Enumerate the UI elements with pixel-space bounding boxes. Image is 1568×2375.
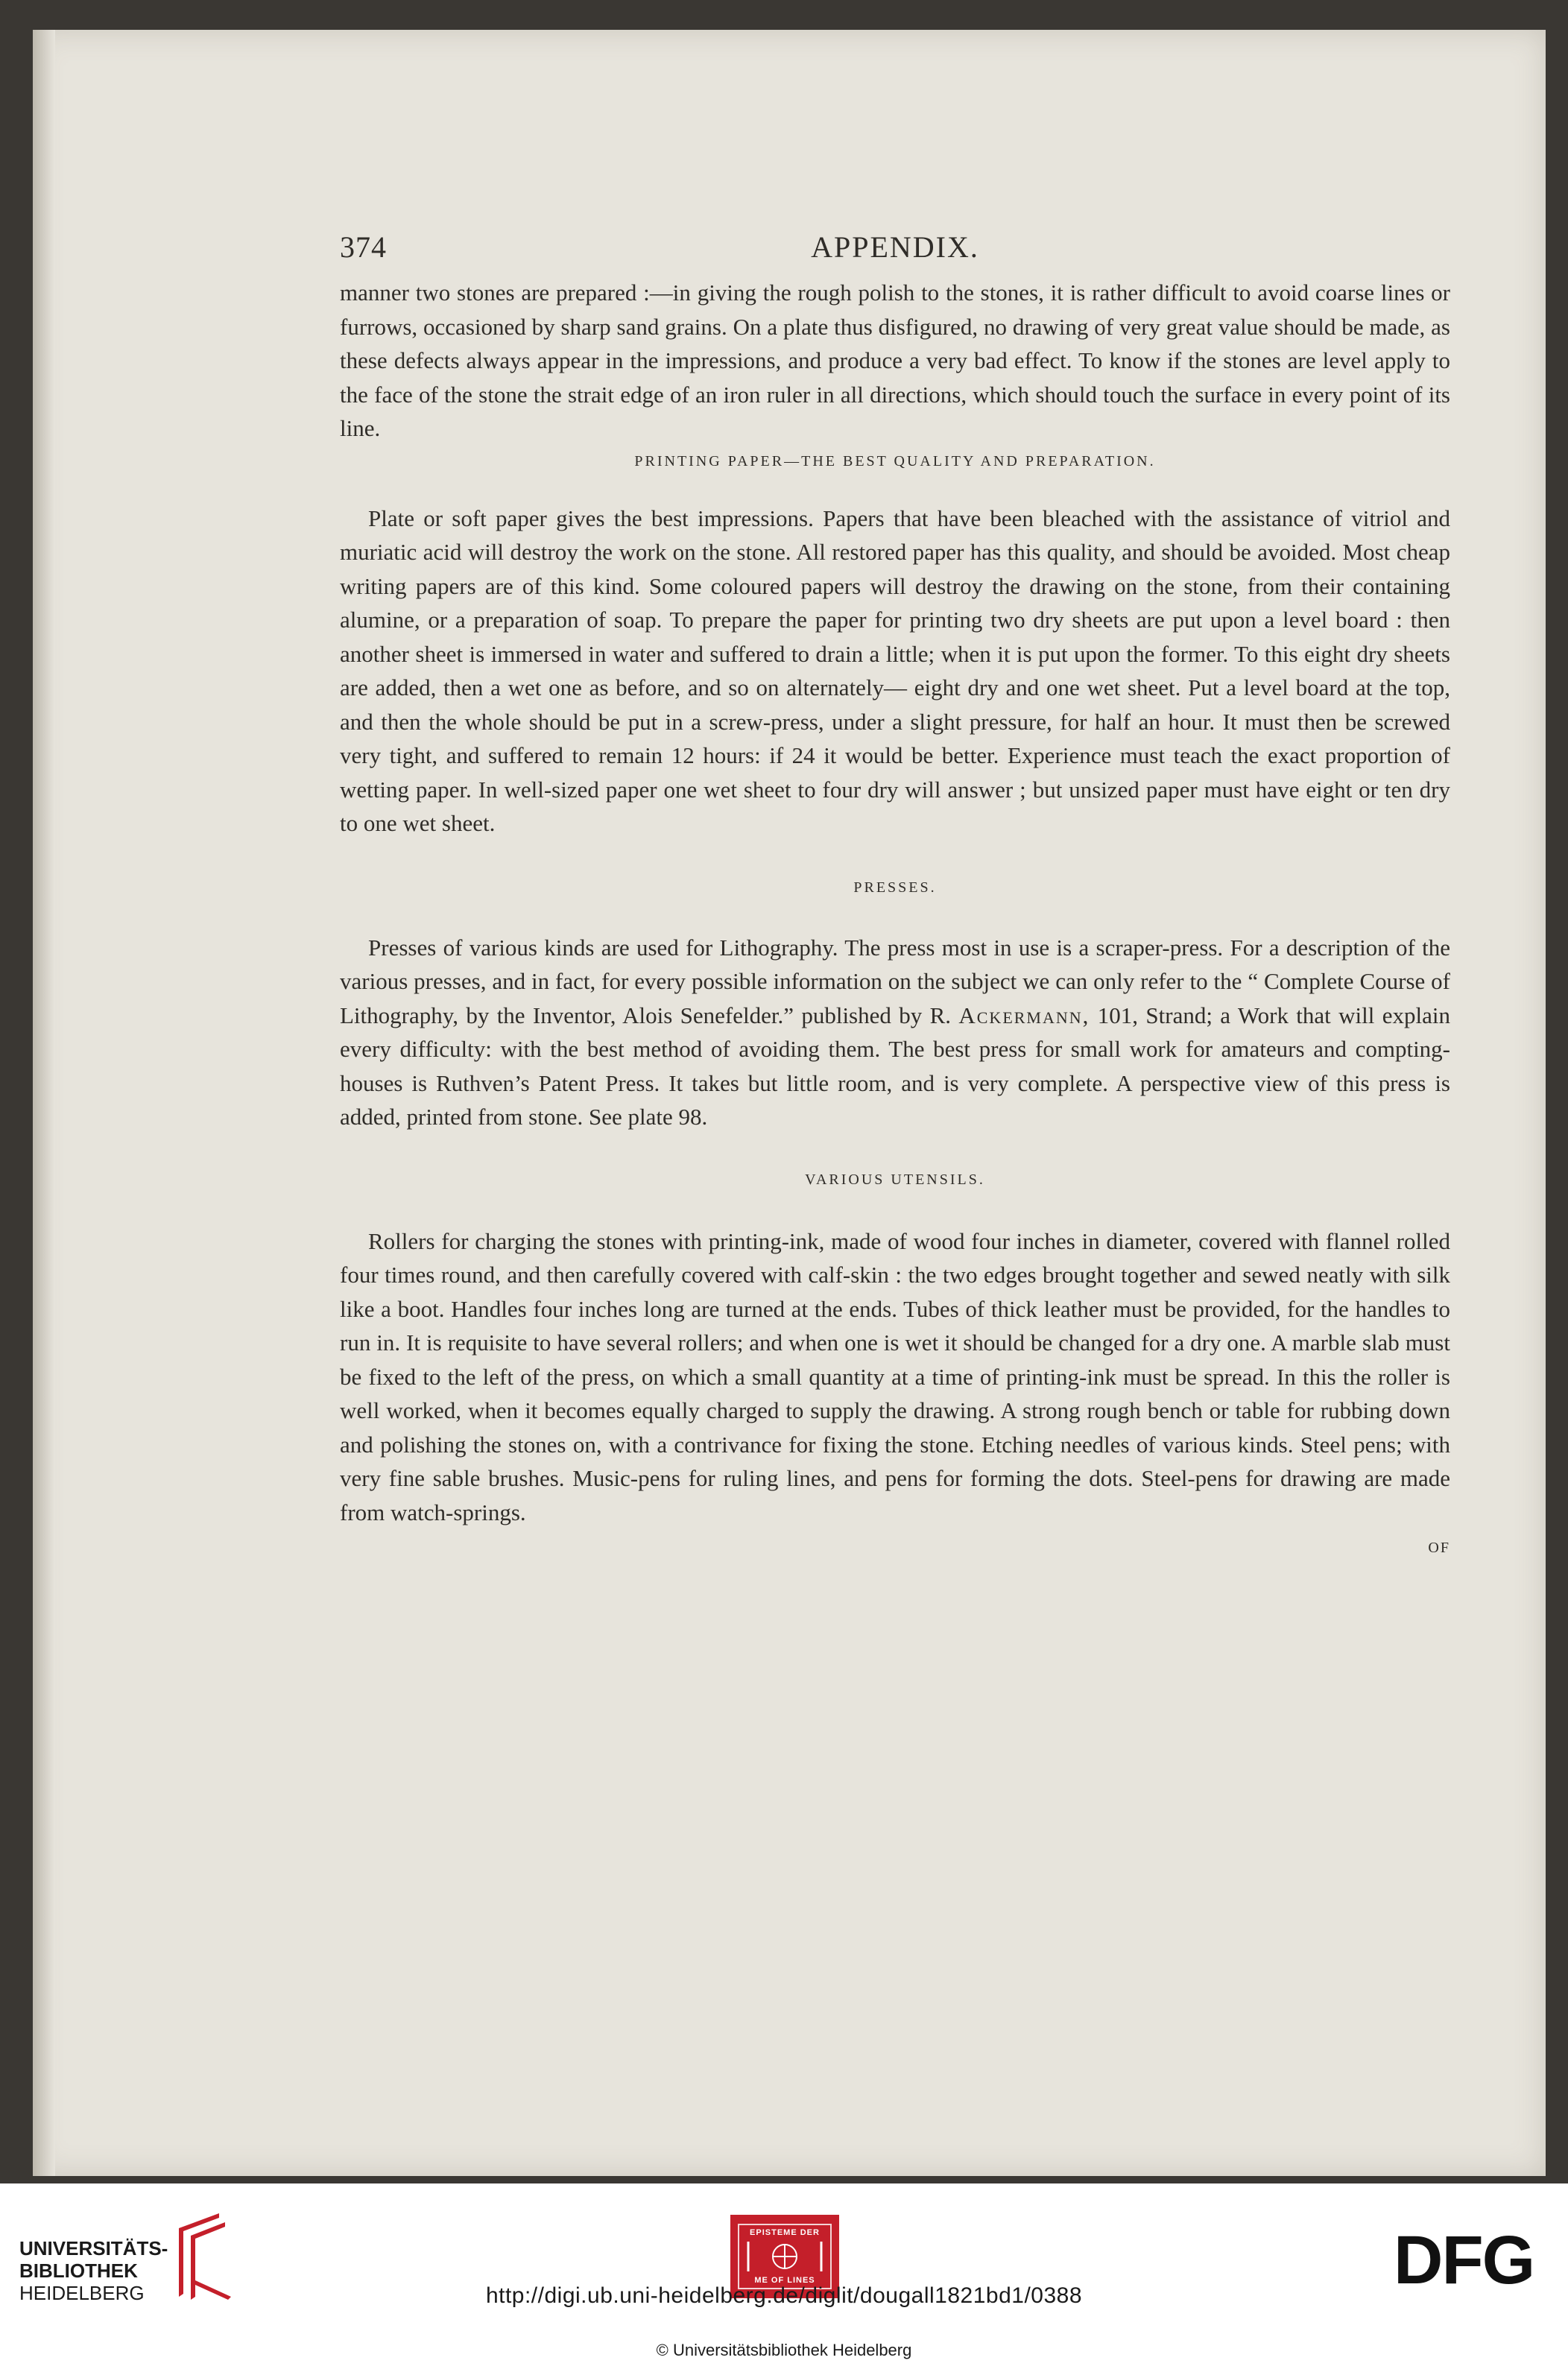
episteme-logo-top-text: EPISTEME DER (750, 2228, 820, 2237)
dfg-logo[interactable] (1394, 2225, 1549, 2292)
paragraph-printing-paper: Plate or soft paper gives the best impressions. Papers that have been bleached with the assistance of vitriol and muriatic acid will destroy the work on the stone. All restored paper has this quality, and should be avoided. Most cheap writing papers are of this kind. Some coloured papers will destroy the drawing on the stone, from their containing alumine, or a preparation of soap. To prepare the paper for printing two dry sheets are put upon a level board : then another sheet is immersed in water and suffered to drain a little; when it is put upon the former. To this eight dry sheets are added, then a wet one as before, and so on alternately— eight dry and one wet sheet. Put a level board at the top, and then the whole should be put in a screw-press, under a slight pressure, for half an hour. It must then be screwed very tight, and suffered to remain 12 hours: if 24 it would be better. Experience must teach the exact proportion of wetting paper. In well-sized paper one wet sheet to four dry will answer ; but unsized paper must have eight or ten dry to one wet sheet. (340, 505, 1450, 836)
permalink-url[interactable]: http://digi.ub.uni-heidelberg.de/diglit/dougall1821bd1/0388 (485, 2283, 1083, 2308)
catchword: OF (1428, 1540, 1450, 1556)
heading-presses: PRESSES. (853, 879, 937, 896)
page-gutter-shadow (33, 30, 55, 2176)
viewer-footer (0, 2183, 1568, 2375)
book-page (33, 30, 1546, 2176)
library-name-line-1: UNIVERSITÄTS- (19, 2237, 168, 2259)
presses-text-start: Presses of various kinds are used for Lithography. The press most in use is a scraper-press. For a description of the various presses, and in fact, for every possible information on the subject we can only refer to the “ Complete Course of Lithography, by the Inventor, Alois Senefelder.” published by R. (340, 934, 1450, 1028)
heading-printing-paper: PRINTING PAPER—THE BEST QUALITY AND PREPARATION. (634, 452, 1156, 469)
heading-various-utensils: VARIOUS UTENSILS. (805, 1171, 985, 1188)
publisher-name: Ackermann, (958, 1002, 1090, 1028)
paragraph-utensils: Rollers for charging the stones with printing-ink, made of wood four inches in diameter, covered with flannel rolled four times round, and then carefully covered with calf-skin : the two edges brought together and sewed neatly with silk like a boot. Handles four inches long are turned at the ends. Tubes of thick leather must be provided, for the handles to run in. It is requisite to have several rollers; and when one is wet it should be changed for a dry one. A marble slab must be fixed to the left of the press, on which a small quantity at a time of printing-ink must be spread. In this the roller is well worked, when it becomes equally charged to supply the drawing. A strong rough bench or table for rubbing down and polishing the stones on, with a contrivance for fixing the stone. Etching needles of various kinds. Steel pens; with very fine sable brushes. Music-pens for ruling lines, and pens for forming the dots. Steel-pens for drawing are made from watch-springs. (340, 1227, 1450, 1525)
paragraph-presses (340, 931, 1450, 1134)
text-block (340, 230, 1450, 1557)
page-number: 374 (340, 230, 387, 264)
dfg-logo-text: DFG (1394, 2225, 1534, 2292)
library-name-line-3: HEIDELBERG (19, 2282, 145, 2304)
library-name-line-2: BIBLIOTHEK (19, 2259, 138, 2282)
episteme-logo-frame (738, 2224, 832, 2289)
presses-text-end: 101, Strand; a Work that will explain every difficulty: with the best method of avoiding them. The best press for small work for amateurs and compting-houses is Ruthven’s Patent Press. It takes but little room, and is very complete. A perspective view of this press is added, printed from stone. See plate 98. (340, 1002, 1450, 1130)
copyright-notice: © Universitätsbibliothek Heidelberg (656, 2341, 912, 2359)
episteme-logo-bottom-text: ME OF LINES (754, 2276, 815, 2285)
running-title: APPENDIX. (811, 230, 979, 264)
paragraph-stone-preparation: manner two stones are prepared :—in giving the rough polish to the stones, it is rather difficult to avoid coarse lines or furrows, occasioned by sharp sand grains. On a plate thus disfigured, no drawing of very great value should be made, as these defects always appear in the impressions, and produce a very bad effect. To know if the stones are level apply to the face of the stone the strait edge of an iron ruler in all directions, which should touch the surface in every point of its line. (340, 279, 1450, 441)
running-head (340, 230, 1450, 276)
